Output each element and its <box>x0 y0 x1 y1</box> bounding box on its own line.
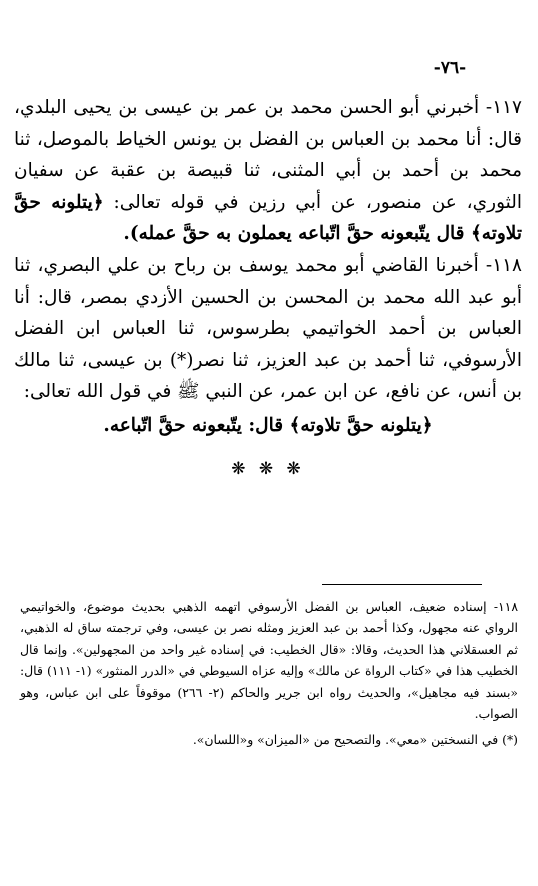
hadith-118 <box>14 250 522 408</box>
hadith-118-quote: ﴿يتلونه حقَّ تلاوته﴾ قال: يتّبعونه حقَّ اتّباعه. <box>103 414 433 436</box>
footnotes <box>20 596 518 751</box>
page-number: -٧٦- <box>433 58 467 78</box>
footnote-118: ١١٨- إسناده ضعيف، العباس بن الفضل الأرسوفي اتهمه الذهبي بحديث موضوع، والخواتيمي الرواي عنه مجهول، وكذا أحمد بن عبد العزيز ومثله نصر بن عيسى، وفي ترجمته ساق له الذهبي، ثم العسقلاني هذا الحديث، وقالا: «قال الخطيب: في إسناده غير واحد من المجهولين». وإنما قال الخطيب هذا في «كتاب الرواة عن مالك» وإليه عزاه السيوطي في «الدرر المنثور» (١- ١١١) قال: «بسند فيه مجاهيل»، والحديث رواه ابن جرير والحاكم (٢- ٢٦٦) موقوفاً على ابن عباس، وهو الصواب. <box>20 599 518 722</box>
section-ornament: ❋ ❋ ❋ <box>231 458 305 479</box>
footnote-star: (*) في النسختين «معي». والتصحيح من «الميزان» و«اللسان». <box>192 732 518 748</box>
main-text <box>14 92 522 485</box>
hadith-117 <box>14 92 522 250</box>
hadith-117-body: ١١٧- أخبرني أبو الحسن محمد بن عمر بن عيسى بن يحيى البلدي، قال: أنا محمد بن العباس بن الفضل بن يونس الخياط بالموصل، ثنا محمد بن أحمد بن أبي المثنى، ثنا قبيصة بن عقبة عن سفيان الثوري، عن منصور، عن أبي رزين في قوله تعالى: <box>14 97 522 213</box>
hadith-118-body: ١١٨- أخبرنا القاضي أبو محمد يوسف بن رباح بن علي البصري، ثنا أبو عبد الله محمد بن المحسن بن الحسين الأزدي بمصر، قال: أنا العباس بن أحمد الخواتيمي بطرسوس، ثنا العباس ابن الفضل الأرسوفي، ثنا أحمد بن عبد العزيز، ثنا نصر(*) بن عيسى، ثنا مالك بن أنس، عن نافع، عن ابن عمر، عن النبي ﷺ في قول الله تعالى: <box>14 254 522 403</box>
footnote-separator <box>322 584 482 585</box>
hadith-117-quote: ﴿يتلونه حقَّ تلاوته﴾ قال يتّبعونه حقَّ اتّباعه يعملون به حقَّ عمله). <box>14 191 522 245</box>
